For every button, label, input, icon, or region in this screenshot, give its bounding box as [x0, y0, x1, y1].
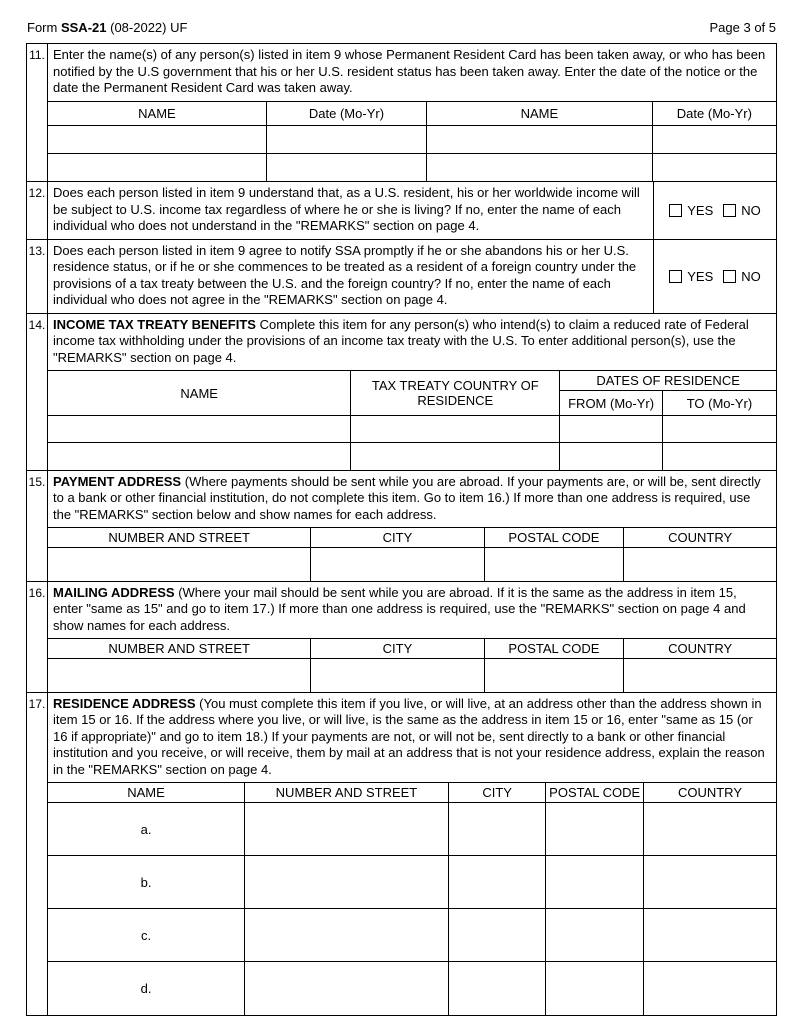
- item-14: [27, 314, 776, 471]
- item17-text: (You must complete this item if you live, or will live, at an address other than the address shown in item 15 or 16. If the address where you live, or will live, is the same as the address in item 15 or 16, enter "same as 15 (or 16 if appropriate)" and go to item 18.) If your payments are not, or will not be, sent directly to a bank or other financial institution and you receive, or will receive, them by mail at an address that is not your residence address, explain the reason in the "REMARKS" section on page 4.: [53, 695, 765, 777]
- fill-in-cell[interactable]: [48, 443, 351, 470]
- item12-number: 12.: [27, 182, 48, 239]
- item12-no-checkbox[interactable]: [723, 204, 736, 217]
- col-header-country: COUNTRY: [643, 783, 776, 803]
- form-revision: (08-2022) UF: [110, 20, 188, 35]
- col-header-city: CITY: [311, 528, 484, 548]
- fill-in-cell[interactable]: [546, 909, 644, 962]
- item-16: [27, 582, 776, 693]
- fill-in-cell[interactable]: [245, 962, 449, 1015]
- item13-yes-label: YES: [687, 268, 714, 284]
- fill-in-cell[interactable]: [245, 856, 449, 909]
- item12-no-label: NO: [741, 202, 761, 218]
- row-label-d: d.: [140, 980, 152, 996]
- col-header-to: TO (Mo-Yr): [662, 391, 776, 416]
- item17-number: 17.: [27, 693, 48, 1015]
- fill-in-cell[interactable]: [427, 153, 653, 181]
- fill-in-cell[interactable]: [311, 548, 484, 581]
- fill-in-cell[interactable]: [427, 125, 653, 153]
- fill-in-cell[interactable]: [484, 548, 624, 581]
- fill-in-cell[interactable]: [624, 659, 776, 692]
- row-label-b: b.: [140, 874, 152, 890]
- fill-in-cell[interactable]: [643, 962, 776, 1015]
- fill-in-cell[interactable]: [560, 416, 663, 443]
- item17-instructions: [48, 693, 776, 783]
- fill-in-cell[interactable]: [624, 548, 776, 581]
- item-12: [27, 182, 776, 240]
- item15-table: [48, 527, 776, 581]
- item11-number: 11.: [27, 44, 48, 181]
- fill-in-cell[interactable]: [48, 548, 311, 581]
- item12-question: Does each person listed in item 9 understand that, as a U.S. resident, his or her worldwide income will be subject to U.S. income tax regardless of where he or she is living? If no, enter the name of each individual who does not understand in the "REMARKS" section on page 4.: [48, 182, 654, 239]
- fill-in-cell[interactable]: [448, 856, 546, 909]
- fill-in-cell[interactable]: [643, 803, 776, 856]
- fill-in-cell[interactable]: [546, 803, 644, 856]
- item16-instructions: [48, 582, 776, 639]
- item15-instructions: [48, 471, 776, 528]
- item13-question: Does each person listed in item 9 agree to notify SSA promptly if he or she abandons his or her U.S. residence status, or if he or she commences to be treated as a resident of a foreign country under the provisions of a tax treaty between the U.S. and the foreign country? If no, enter the name of each individual who does not agree in the "REMARKS" section on page 4.: [48, 240, 654, 313]
- item14-text: Complete this item for any person(s) who intend(s) to claim a reduced rate of Federal income tax withholding under the provisions of an income tax treaty with the U.S. To enter additional person(s), use the "REMARKS" section on page 4.: [53, 316, 749, 365]
- item16-table: [48, 638, 776, 692]
- fill-in-cell[interactable]: [643, 856, 776, 909]
- fill-in-cell[interactable]: [351, 416, 560, 443]
- item15-heading: PAYMENT ADDRESS: [53, 473, 182, 489]
- col-header-city: CITY: [448, 783, 546, 803]
- page-header: [27, 20, 776, 35]
- fill-in-cell[interactable]: [652, 125, 776, 153]
- col-header-date-2: Date (Mo-Yr): [652, 101, 776, 125]
- col-header-city: CITY: [311, 639, 484, 659]
- col-header-street: NUMBER AND STREET: [245, 783, 449, 803]
- col-header-name-1: NAME: [48, 101, 266, 125]
- fill-in-cell[interactable]: [546, 962, 644, 1015]
- item11-text: Enter the name(s) of any person(s) listed in item 9 whose Permanent Resident Card has been taken away, or who has been notified by the U.S government that his or her U.S. resident status has been taken away. Enter the date of the notice or the date the Permanent Resident Card was taken away.: [53, 47, 766, 95]
- page-number: Page 3 of 5: [709, 20, 776, 35]
- col-header-name-2: NAME: [427, 101, 653, 125]
- fill-in-cell[interactable]: [48, 659, 311, 692]
- item14-number: 14.: [27, 314, 48, 470]
- form-body: [26, 43, 777, 1016]
- row-label-c: c.: [140, 927, 152, 943]
- fill-in-cell[interactable]: [448, 962, 546, 1015]
- item16-number: 16.: [27, 582, 48, 692]
- fill-in-cell[interactable]: [560, 443, 663, 470]
- fill-in-cell[interactable]: [643, 909, 776, 962]
- item17-heading: RESIDENCE ADDRESS: [53, 695, 196, 711]
- form-id: [27, 20, 187, 35]
- item16-heading: MAILING ADDRESS: [53, 584, 175, 600]
- row-label-a: a.: [140, 821, 152, 837]
- item17-row-c-name-cell[interactable]: [48, 909, 245, 962]
- item14-heading: INCOME TAX TREATY BENEFITS: [53, 316, 256, 332]
- form-number: SSA-21: [60, 20, 107, 35]
- col-header-street: NUMBER AND STREET: [48, 528, 311, 548]
- fill-in-cell[interactable]: [652, 153, 776, 181]
- item15-text: (Where payments should be sent while you are abroad. If your payments are, or will be, sent directly to a bank or other financial institution, do not complete this item. Go to item 16.) If more than one address is required, use the "REMARKS" section below and show names for each address.: [53, 473, 761, 522]
- fill-in-cell[interactable]: [448, 909, 546, 962]
- item15-number: 15.: [27, 471, 48, 581]
- fill-in-cell[interactable]: [662, 416, 776, 443]
- fill-in-cell[interactable]: [48, 125, 266, 153]
- item17-row-d-name-cell[interactable]: [48, 962, 245, 1015]
- item13-yes-checkbox[interactable]: [669, 270, 682, 283]
- item-13: [27, 240, 776, 314]
- fill-in-cell[interactable]: [266, 125, 426, 153]
- col-header-street: NUMBER AND STREET: [48, 639, 311, 659]
- item-11: [27, 44, 776, 182]
- fill-in-cell[interactable]: [662, 443, 776, 470]
- fill-in-cell[interactable]: [245, 909, 449, 962]
- fill-in-cell[interactable]: [266, 153, 426, 181]
- fill-in-cell[interactable]: [245, 803, 449, 856]
- fill-in-cell[interactable]: [546, 856, 644, 909]
- item13-no-label: NO: [741, 268, 761, 284]
- col-header-name: NAME: [48, 371, 351, 416]
- item-17: [27, 693, 776, 1015]
- col-header-date-1: Date (Mo-Yr): [266, 101, 426, 125]
- col-header-dates-of-residence: DATES OF RESIDENCE: [560, 371, 776, 391]
- col-header-name: NAME: [48, 783, 245, 803]
- item17-table: [48, 782, 776, 1015]
- item14-instructions: [48, 314, 776, 371]
- item12-yes-checkbox[interactable]: [669, 204, 682, 217]
- item12-yes-label: YES: [687, 202, 714, 218]
- fill-in-cell[interactable]: [48, 153, 266, 181]
- col-header-postal-code: POSTAL CODE: [484, 528, 624, 548]
- item11-table: [48, 101, 776, 182]
- form-prefix: Form: [27, 20, 58, 35]
- item17-row-a-name-cell[interactable]: [48, 803, 245, 856]
- item13-no-checkbox[interactable]: [723, 270, 736, 283]
- fill-in-cell[interactable]: [48, 416, 351, 443]
- col-header-from: FROM (Mo-Yr): [560, 391, 663, 416]
- item17-row-b-name-cell[interactable]: [48, 856, 245, 909]
- fill-in-cell[interactable]: [351, 443, 560, 470]
- item13-number: 13.: [27, 240, 48, 313]
- item11-instructions: [48, 44, 776, 101]
- fill-in-cell[interactable]: [448, 803, 546, 856]
- col-header-postal-code: POSTAL CODE: [546, 783, 644, 803]
- col-header-postal-code: POSTAL CODE: [484, 639, 624, 659]
- col-header-country: COUNTRY: [624, 639, 776, 659]
- item16-text: (Where your mail should be sent while you are abroad. If it is the same as the address in item 15, enter "same as 15" and go to item 17.) If more than one address is required, use the "REMARKS" section on page 4 and show names for each address.: [53, 584, 746, 633]
- item-15: [27, 471, 776, 582]
- col-header-treaty-country: TAX TREATY COUNTRY OF RESIDENCE: [351, 371, 560, 416]
- fill-in-cell[interactable]: [484, 659, 624, 692]
- fill-in-cell[interactable]: [311, 659, 484, 692]
- item14-table: [48, 370, 776, 470]
- col-header-country: COUNTRY: [624, 528, 776, 548]
- item13-yesno-group: [654, 240, 776, 313]
- item12-yesno-group: [654, 182, 776, 239]
